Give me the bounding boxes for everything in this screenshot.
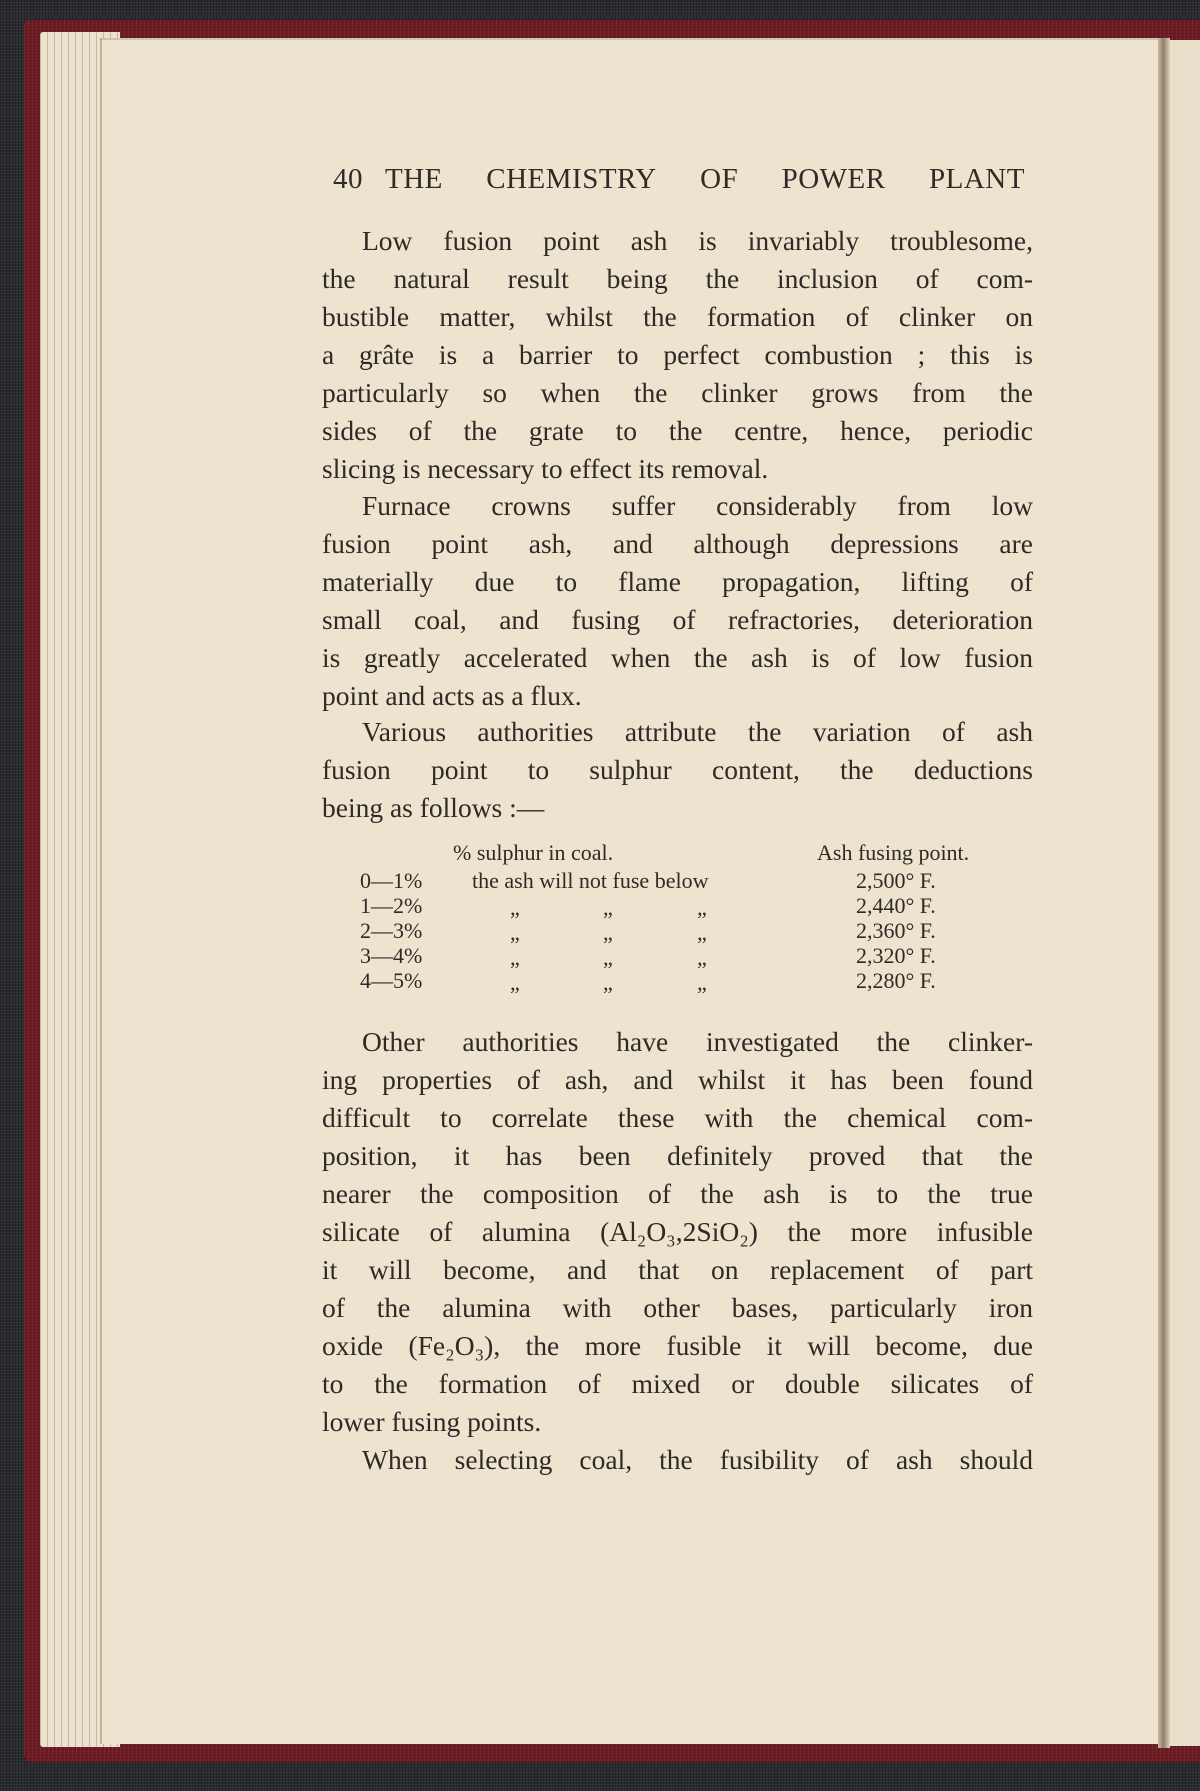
text-line: fusion point to sulphur content, the deductions [322,754,1033,785]
ditto-mark: „ [510,970,520,995]
text-line: particularly so when the clinker grows from the [322,377,1033,408]
text-line: ing properties of ash, and whilst it has been found [322,1064,1033,1095]
running-title-word: OF [700,163,739,195]
text-line: slicing is necessary to effect its removal. [322,453,769,484]
text-line: bustible matter, whilst the formation of clinker on [322,301,1033,332]
running-head [333,163,1025,196]
book-gutter [1158,38,1170,1748]
paragraph-3 [322,713,1033,827]
facing-page-edge [1170,40,1200,1746]
sulphur-range: 2—3% [360,918,423,943]
ditto-mark: „ [697,920,707,945]
table-row [360,943,1050,968]
ditto-mark: „ [697,970,707,995]
text-line: materially due to flame propagation, lifting of [322,566,1033,597]
table-row [360,868,1050,893]
fusing-point-value: 2,500° F. [856,868,936,893]
text-line: the natural result being the inclusion of com- [322,263,1033,294]
ditto-mark: „ [697,895,707,920]
ditto-mark: „ [510,945,520,970]
text-line: lower fusing points. [322,1406,542,1437]
table-row [360,918,1050,943]
fusing-point-value: 2,360° F. [856,918,936,943]
text-line: oxide (Fe₂O₃), the more fusible it will become, due [322,1330,1033,1361]
running-title-word: PLANT [929,163,1025,195]
sulphur-range: 1—2% [360,893,423,918]
text-line: Other authorities have investigated the clinker- [362,1026,1033,1057]
text-line: of the alumina with other bases, particularly iron [322,1292,1033,1323]
text-line: point and acts as a flux. [322,680,582,711]
paragraph-4 [322,1023,1033,1441]
text-line: being as follows :— [322,792,545,823]
ditto-mark: „ [603,945,613,970]
fusing-point-value: 2,280° F. [856,968,936,993]
ditto-mark: „ [697,945,707,970]
text-line: difficult to correlate these with the chemical com- [322,1102,1033,1133]
text-line: is greatly accelerated when the ash is of low fusion [322,642,1033,673]
table-row [360,968,1050,993]
running-title [385,163,1025,196]
paragraph-1 [322,222,1033,488]
paragraph-5 [322,1441,1033,1479]
table-header-sulphur: % sulphur in coal. [453,840,614,865]
ditto-mark: „ [603,970,613,995]
page-number: 40 [333,163,363,195]
ditto-mark: „ [510,895,520,920]
running-title-word: CHEMISTRY [486,163,657,195]
table-header-fusing-point: Ash fusing point. [817,840,970,865]
text-line: fusion point ash, and although depressions are [322,528,1033,559]
text-line: When selecting coal, the fusibility of ash should [362,1444,1033,1475]
ditto-mark: „ [510,920,520,945]
text-line: Low fusion point ash is invariably troublesome, [362,225,1033,256]
ditto-mark: „ [603,895,613,920]
sulphur-range: 3—4% [360,943,423,968]
text-line: Various authorities attribute the variation of ash [362,716,1033,747]
fusing-point-value: 2,320° F. [856,943,936,968]
text-line: position, it has been definitely proved that the [322,1140,1033,1171]
text-line: nearer the composition of the ash is to the true [322,1178,1033,1209]
text-line: small coal, and fusing of refractories, deterioration [322,604,1033,635]
table-row [360,893,1050,918]
text-line: sides of the grate to the centre, hence, periodic [322,415,1033,446]
fusing-point-value: 2,440° F. [856,893,936,918]
text-line: it will become, and that on replacement of part [322,1254,1033,1285]
sulphur-range: 4—5% [360,968,423,993]
ditto-mark: „ [603,920,613,945]
running-title-word: THE [385,163,443,195]
sulphur-range: 0—1% [360,868,423,893]
text-line: a grâte is a barrier to perfect combustion ; this is [322,339,1033,370]
running-title-word: POWER [781,163,886,195]
text-line: silicate of alumina (Al₂O₃,2SiO₂) the more infusible [322,1216,1033,1247]
paragraph-2 [322,487,1033,715]
row-description: the ash will not fuse below [472,868,709,893]
text-line: Furnace crowns suffer considerably from low [362,490,1033,521]
text-line: to the formation of mixed or double silicates of [322,1368,1033,1399]
